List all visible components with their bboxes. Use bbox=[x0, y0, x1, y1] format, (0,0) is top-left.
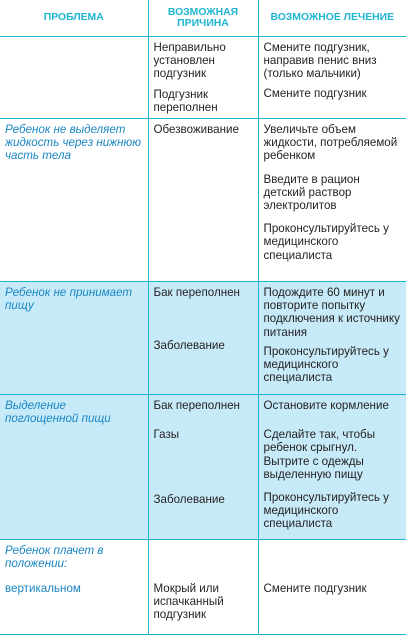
cause-cell bbox=[148, 282, 258, 395]
remedy-text: Подождите 60 минут и повторите попытку подключения к источнику питания bbox=[263, 286, 400, 339]
remedy-text: Проконсультируйтесь у медицинского специалиста bbox=[263, 344, 389, 385]
problem-cell bbox=[0, 37, 148, 119]
problem-cell: Выделение поглощенной пищи bbox=[0, 395, 148, 540]
table-row bbox=[0, 540, 406, 635]
remedy-text: Смените подгузник bbox=[263, 86, 367, 100]
table-row bbox=[0, 395, 406, 540]
cause-text: Неправильно установлен подгузник bbox=[153, 41, 226, 81]
remedy-cell bbox=[258, 395, 406, 540]
remedy-text: Проконсультируйтесь у медицинского специалиста bbox=[263, 222, 389, 262]
table-row bbox=[0, 119, 406, 282]
table-row bbox=[0, 37, 406, 119]
cause-text: Заболевание bbox=[153, 339, 225, 353]
remedy-cell bbox=[258, 37, 406, 119]
cause-text: Подгузник переполнен bbox=[153, 87, 218, 114]
cause-cell bbox=[148, 119, 258, 282]
problem-cell: Ребенок не выделяет жидкость через нижнюю часть тела bbox=[0, 119, 148, 282]
cause-text: Газы bbox=[153, 428, 180, 442]
table-row bbox=[0, 282, 406, 395]
remedy-text: Введите в рацион детский раствор электролитов bbox=[263, 172, 360, 213]
cause-cell bbox=[148, 395, 258, 540]
remedy-cell bbox=[258, 540, 406, 635]
cause-text: Мокрый или испачканный подгузник bbox=[153, 582, 224, 622]
cause-cell bbox=[148, 540, 258, 635]
header-problem: ПРОБЛЕМА bbox=[0, 0, 148, 37]
cause-text: Обезвоживание bbox=[153, 123, 239, 137]
header-cause: ВОЗМОЖНАЯ ПРИЧИНА bbox=[148, 0, 258, 37]
remedy-text: Смените подгузник bbox=[263, 582, 367, 596]
remedy-cell bbox=[258, 282, 406, 395]
cause-cell bbox=[148, 37, 258, 119]
subproblem-text: вертикальном bbox=[5, 582, 81, 596]
problem-text: Ребенок плачет в положении: bbox=[5, 544, 104, 571]
remedy-text: Увеличьте объем жидкости, потребляемой ребенком bbox=[263, 123, 398, 163]
cause-text: Бак переполнен bbox=[153, 399, 240, 413]
cause-text: Заболевание bbox=[153, 493, 225, 507]
remedy-cell bbox=[258, 119, 406, 282]
problem-cell: Ребенок не принимает пищу bbox=[0, 282, 148, 395]
problem-cell bbox=[0, 540, 148, 635]
remedy-text: Смените подгузник, направив пенис вниз (только мальчики) bbox=[263, 41, 377, 81]
remedy-text: Проконсультируйтесь у медицинского специалиста bbox=[263, 491, 389, 531]
remedy-text: Сделайте так, чтобы ребенок срыгнул. Вытрите с одежды выделенную пищу bbox=[263, 428, 376, 481]
remedy-text: Остановите кормление bbox=[263, 399, 389, 413]
header-row bbox=[0, 0, 406, 37]
cause-text: Бак переполнен bbox=[153, 286, 240, 300]
header-remedy: ВОЗМОЖНОЕ ЛЕЧЕНИЕ bbox=[258, 0, 406, 37]
